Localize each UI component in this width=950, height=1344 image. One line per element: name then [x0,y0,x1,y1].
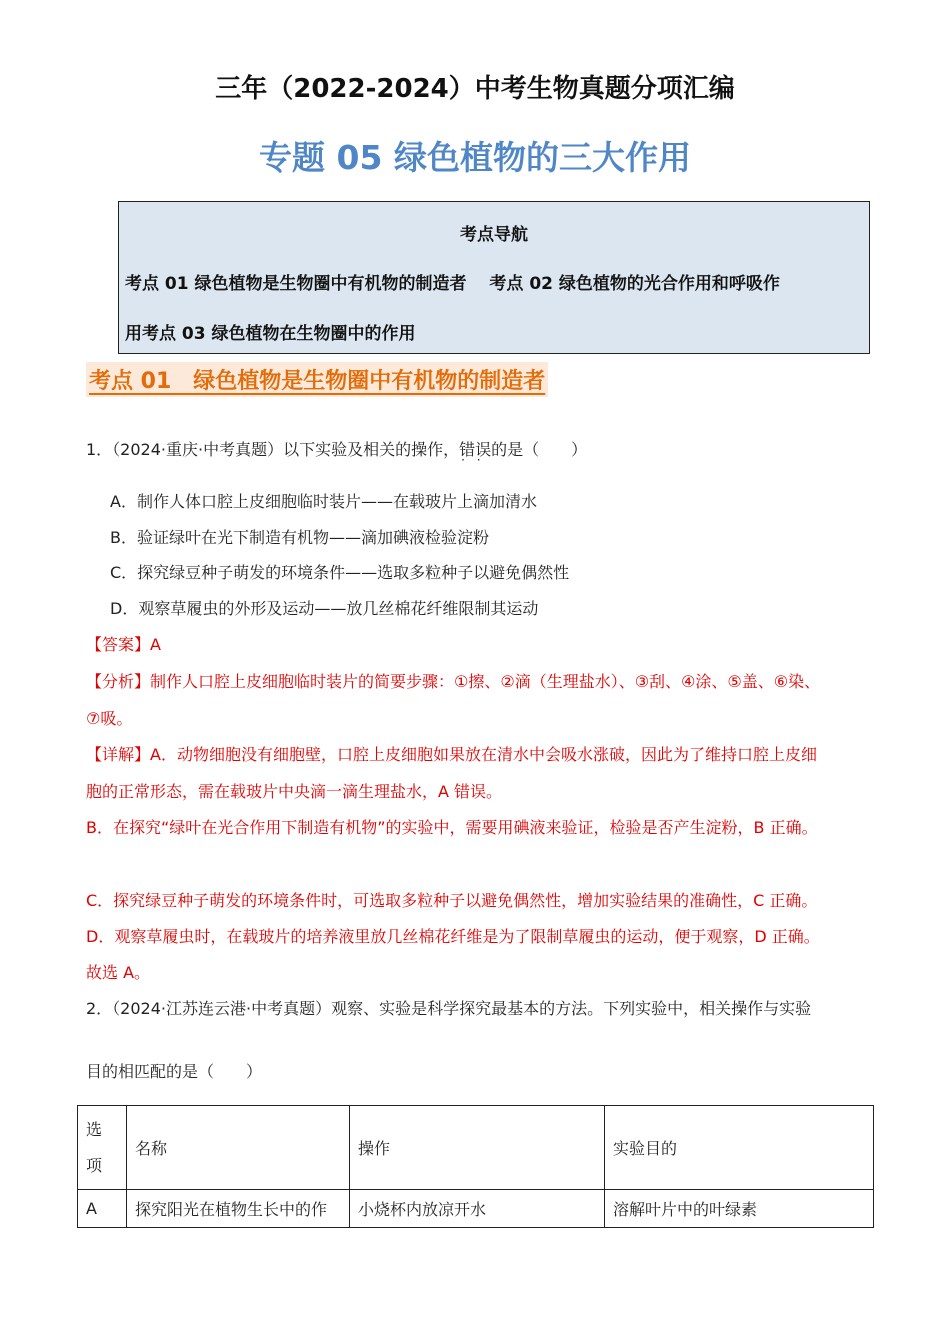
question-1-option-d: D．观察草履虫的外形及运动——放几丝棉花纤维限制其运动 [110,599,539,618]
table-cell-option: A [78,1190,127,1228]
question-2-table [77,1105,874,1228]
question-1-option-c: C．探究绿豆种子萌发的环境条件——选取多粒种子以避免偶然性 [110,563,570,582]
document-title: 三年（2022-2024）中考生物真题分项汇编 [215,74,735,104]
question-1-conclusion: 故选 A。 [86,963,151,982]
navigation-line-2: 用考点 03 绿色植物在生物圈中的作用 [125,324,416,344]
question-1-detail-b: B．在探究“绿叶在光合作用下制造有机物”的实验中，需要用碘液来验证，检验是否产生淀粉，B 正确。 [86,818,818,837]
question-1-stem-start: 1．（2024·重庆·中考真题）以下实验及相关的操作， [86,440,460,459]
table-cell-operation: 小烧杯内放凉开水 [350,1190,605,1228]
question-1-detail-line-1: 【详解】A．动物细胞没有细胞壁，口腔上皮细胞如果放在清水中会吸水涨破，因此为了维持口腔上皮细 [86,745,817,764]
question-1-analysis-line-2: ⑦吸。 [86,709,133,728]
question-1-analysis-line-1: 【分析】制作人口腔上皮细胞临时装片的简要步骤：①擦、②滴（生理盐水）、③刮、④涂、⑤盖、⑥染、 [86,672,821,691]
question-1-option-a: A．制作人体口腔上皮细胞临时装片——在载玻片上滴加清水 [110,492,537,511]
topic-navigation-box [118,201,870,354]
question-1-answer: 【答案】A [86,635,161,654]
question-1-stem [86,437,587,460]
navigation-line-1: 考点 01 绿色植物是生物圈中有机物的制造者 考点 02 绿色植物的光合作用和呼吸作 [125,274,780,294]
table-header-operation: 操作 [350,1106,605,1190]
question-1-detail-d: D．观察草履虫时，在载玻片的培养液里放几丝棉花纤维是为了限制草履虫的运动，便于观察，D 正确。 [86,927,820,946]
table-header-name: 名称 [127,1106,350,1190]
question-1-option-b: B．验证绿叶在光下制造有机物——滴加碘液检验淀粉 [110,528,489,547]
section-heading: 考点 01 绿色植物是生物圈中有机物的制造者 [86,362,548,397]
table-header-option [78,1106,127,1190]
table-header-option-text: 选项 [86,1119,103,1175]
table-cell-name: 探究阳光在植物生长中的作 [127,1190,350,1228]
question-1-detail-line-2: 胞的正常形态，需在载玻片中央滴一滴生理盐水，A 错误。 [86,782,503,801]
table-row [78,1190,874,1228]
question-1-emphasis: 错误 · · [459,440,491,459]
topic-title: 专题 05 绿色植物的三大作用 [259,138,691,177]
question-2-stem-line-1: 2．（2024·江苏连云港·中考真题）观察、实验是科学探究最基本的方法。下列实验中，相关操作与实验 [86,999,812,1018]
table-header-row [78,1106,874,1190]
table-header-purpose: 实验目的 [605,1106,874,1190]
question-1-stem-end: 的是（ ） [491,440,588,459]
question-2-stem-line-2: 目的相匹配的是（ ） [86,1062,263,1081]
table-cell-purpose: 溶解叶片中的叶绿素 [605,1190,874,1228]
navigation-heading: 考点导航 [460,225,528,245]
question-1-detail-c: C．探究绿豆种子萌发的环境条件时，可选取多粒种子以避免偶然性，增加实验结果的准确性，C 正确。 [86,891,818,910]
